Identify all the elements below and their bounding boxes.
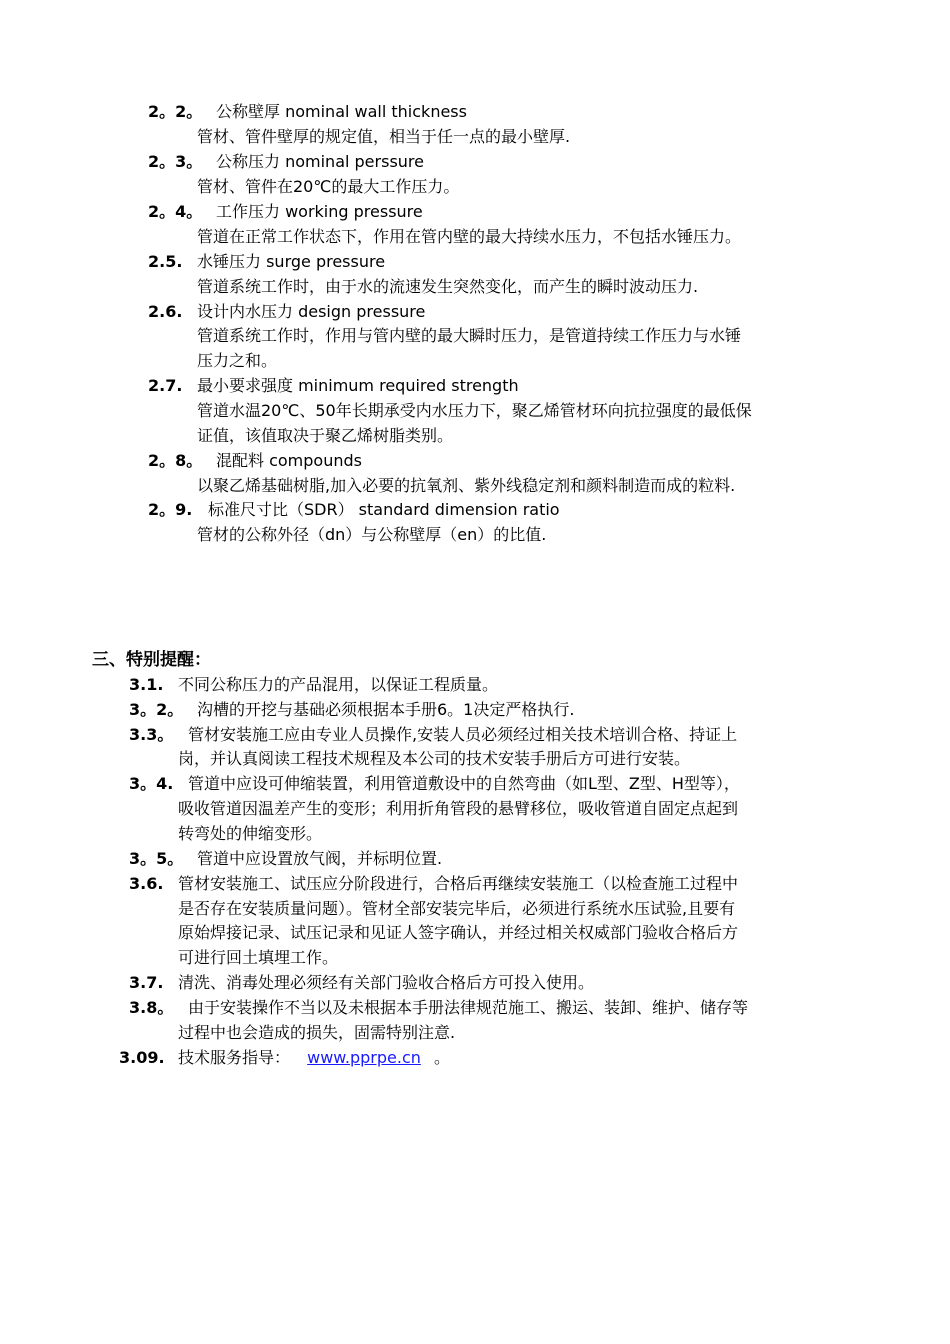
term-title: 混配料 compounds [216, 451, 362, 470]
term-description: 管道水温20℃、50年长期承受内水压力下，聚乙烯管材环向抗拉强度的最低保 [197, 401, 752, 420]
term-number: 2。2。 [148, 102, 203, 121]
reminder-number: 3。2。 [129, 700, 184, 719]
term-description: 以聚乙烯基础树脂,加入必要的抗氧剂、紫外线稳定剂和颜料制造而成的粒料. [197, 476, 736, 495]
term-title: 最小要求强度 minimum required strength [197, 376, 519, 395]
term-description: 管材、管件壁厚的规定值，相当于任一点的最小壁厚. [197, 127, 571, 146]
term-description: 管材的公称外径（dn）与公称壁厚（en）的比值. [197, 525, 547, 544]
service-label: 技术服务指导： [178, 1048, 291, 1067]
term-title: 标准尺寸比（SDR） standard dimension ratio [208, 500, 560, 519]
term-title: 公称压力 nominal perssure [216, 152, 424, 171]
reminder-text: 过程中也会造成的损失，固需特别注意. [178, 1023, 456, 1042]
reminder-text: 转弯处的伸缩变形。 [178, 824, 323, 843]
term-description: 管材、管件在20℃的最大工作压力。 [197, 177, 460, 196]
term-number: 2.6. [148, 302, 183, 321]
reminder-number: 3.7. [129, 973, 164, 992]
term-number: 2.5. [148, 252, 183, 271]
term-title: 公称壁厚 nominal wall thickness [216, 102, 467, 121]
reminder-text: 清洗、消毒处理必须经有关部门验收合格后方可投入使用。 [178, 973, 595, 992]
trailing-punctuation: 。 [434, 1048, 451, 1067]
reminder-text [178, 1046, 450, 1070]
reminder-text: 不同公称压力的产品混用，以保证工程质量。 [178, 675, 499, 694]
reminder-number: 3.09. [119, 1048, 165, 1067]
reminder-text: 管材安装施工、试压应分阶段进行，合格后再继续安装施工（以检查施工过程中 [178, 874, 739, 893]
reminder-number: 3。4. [129, 774, 174, 793]
reminder-text: 管道中应设可伸缩装置，利用管道敷设中的自然弯曲（如L型、Z型、H型等）， [188, 774, 740, 793]
term-description: 压力之和。 [197, 351, 278, 370]
reminder-text: 沟槽的开挖与基础必须根据本手册6。1决定严格执行. [197, 700, 575, 719]
term-number: 2。9. [148, 500, 193, 519]
reminder-text: 是否存在安装质量问题）。管材全部安装完毕后，必须进行系统水压试验,且要有 [178, 899, 736, 918]
reminder-text: 可进行回土填埋工作。 [178, 948, 339, 967]
reminder-text: 由于安装操作不当以及未根据本手册法律规范施工、搬运、装卸、维护、储存等 [188, 998, 749, 1017]
section-heading: 三、特别提醒： [92, 650, 211, 670]
term-number: 2.7. [148, 376, 183, 395]
reminder-text: 管道中应设置放气阀，并标明位置. [197, 849, 443, 868]
reminder-number: 3.3。 [129, 725, 174, 744]
reminder-text: 吸收管道因温差产生的变形；利用折角管段的悬臂移位，吸收管道自固定点起到 [178, 799, 739, 818]
term-number: 2。8。 [148, 451, 203, 470]
term-title: 工作压力 working pressure [216, 202, 423, 221]
reminder-text: 管材安装施工应由专业人员操作,安装人员必须经过相关技术培训合格、持证上 [188, 725, 738, 744]
term-number: 2。4。 [148, 202, 203, 221]
term-description: 管道系统工作时，由于水的流速发生突然变化，而产生的瞬时波动压力. [197, 277, 699, 296]
term-description: 管道系统工作时，作用与管内壁的最大瞬时压力，是管道持续工作压力与水锤 [197, 326, 742, 345]
term-title: 水锤压力 surge pressure [197, 252, 386, 271]
term-description: 管道在正常工作状态下，作用在管内壁的最大持续水压力，不包括水锤压力。 [197, 227, 742, 246]
reminder-number: 3.1. [129, 675, 164, 694]
reminder-text: 原始焊接记录、试压记录和见证人签字确认，并经过相关权威部门验收合格后方 [178, 923, 739, 942]
reminder-number: 3。5。 [129, 849, 184, 868]
reminder-number: 3.6. [129, 874, 164, 893]
reminder-text: 岗，并认真阅读工程技术规程及本公司的技术安装手册后方可进行安装。 [178, 749, 691, 768]
reminder-number: 3.8。 [129, 998, 174, 1017]
term-title: 设计内水压力 design pressure [197, 302, 426, 321]
website-link[interactable]: www.pprpe.cn [307, 1048, 421, 1067]
term-number: 2。3。 [148, 152, 203, 171]
term-description: 证值，该值取决于聚乙烯树脂类别。 [197, 426, 454, 445]
